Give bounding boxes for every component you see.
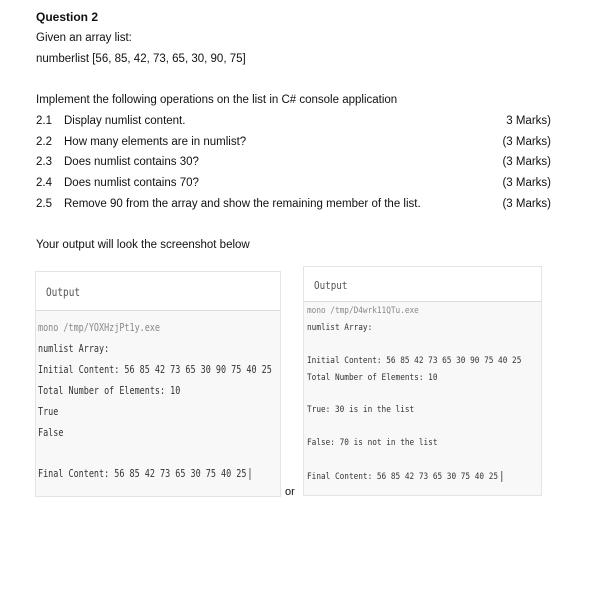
console-line: numlist Array: — [307, 323, 373, 333]
console-line: Total Number of Elements: 10 — [307, 373, 438, 383]
console-line: True: 30 is in the list — [307, 405, 415, 415]
task-text: Does numlist contains 30? — [64, 156, 199, 168]
console-line — [307, 471, 502, 482]
task-marks: (3 Marks) — [502, 177, 551, 189]
task-number: 2.1 — [36, 115, 52, 127]
console-final-text: Final Content: 56 85 42 73 65 30 75 40 25 — [307, 471, 499, 482]
task-marks: (3 Marks) — [502, 156, 551, 168]
output-panel-title: Output — [314, 279, 348, 292]
text-cursor — [502, 471, 503, 482]
console-line: False — [38, 427, 64, 439]
task-text: How many elements are in numlist? — [64, 136, 247, 148]
output-panel-2 — [303, 266, 542, 496]
task-marks: (3 Marks) — [502, 198, 551, 210]
task-number: 2.4 — [36, 177, 52, 189]
console-line: False: 70 is not in the list — [307, 438, 438, 448]
question-intro: Given an array list: — [36, 32, 132, 44]
question-title: Question 2 — [36, 10, 99, 24]
or-label: or — [285, 486, 295, 498]
task-text: Remove 90 from the array and show the remaining member of the list. — [64, 198, 421, 210]
console-final-text: Final Content: 56 85 42 73 65 30 75 40 25 — [38, 468, 247, 481]
task-text: Does numlist contains 70? — [64, 177, 199, 189]
task-marks: (3 Marks) — [502, 136, 551, 148]
console-line — [38, 468, 251, 480]
console-line: Initial Content: 56 85 42 73 65 30 90 75 40 25 — [307, 356, 522, 366]
task-number: 2.5 — [36, 198, 52, 210]
text-cursor — [250, 468, 251, 480]
array-definition: numberlist [56, 85, 42, 73, 65, 30, 90, 75] — [36, 53, 246, 65]
task-marks: 3 Marks) — [506, 115, 551, 127]
output-panel-header — [36, 272, 280, 311]
task-number: 2.2 — [36, 136, 52, 148]
console-path: mono /tmp/YOXHzjPt1y.exe — [38, 322, 161, 334]
output-note: Your output will look the screenshot below — [36, 239, 250, 251]
output-panel-1 — [35, 271, 281, 497]
console-line: Total Number of Elements: 10 — [38, 385, 181, 397]
console-line: numlist Array: — [38, 343, 110, 355]
instruction-text: Implement the following operations on the list in C# console application — [36, 94, 398, 106]
console-line: True — [38, 406, 59, 418]
task-text: Display numlist content. — [64, 115, 186, 127]
console-path: mono /tmp/D4wrk11QTu.exe — [307, 306, 419, 316]
output-panel-header — [304, 267, 541, 302]
console-line: Initial Content: 56 85 42 73 65 30 90 75 40 25 — [38, 364, 272, 376]
output-panel-title: Output — [46, 285, 81, 299]
task-number: 2.3 — [36, 156, 52, 168]
